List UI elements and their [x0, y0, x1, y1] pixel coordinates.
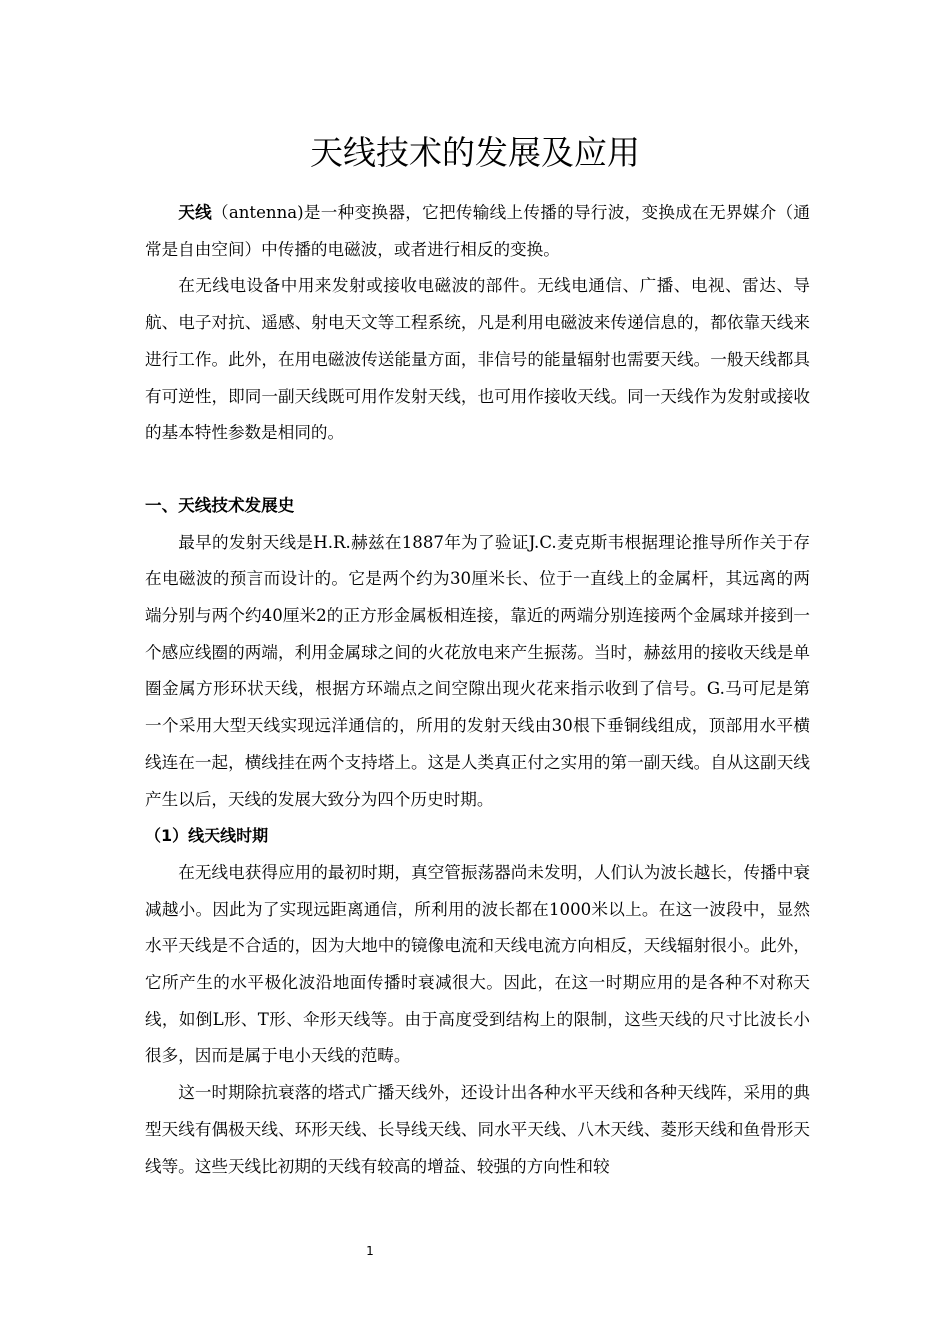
- history-paragraph-3: 这一时期除抗衰落的塔式广播天线外，还设计出各种水平天线和各种天线阵，采用的典型天线有偶极天线、环形天线、长导线天线、同水平天线、八木天线、菱形天线和鱼骨形天线等。这些天线比初期的天线有较高的增益、较强的方向性和较: [145, 1083, 810, 1176]
- subsection-heading: （1）线天线时期: [145, 826, 269, 846]
- intro-paragraph-1-text: （antenna)是一种变换器，它把传输线上传播的导行波，变换成在无界媒介（通常是自由空间）中传播的电磁波，或者进行相反的变换。: [145, 203, 811, 259]
- lead-term: 天线: [178, 203, 212, 222]
- history-paragraph-2: 在无线电获得应用的最初时期，真空管振荡器尚未发明，人们认为波长越长，传播中衰减越小。因此为了实现远距离通信，所利用的波长都在1000米以上。在这一波段中，显然水平天线是不合适的，因为大地中的镜像电流和天线电流方向相反，天线辐射很小。此外，它所产生的水平极化波沿地面传播时衰减很大。因此，在这一时期应用的是各种不对称天线，如倒L形、T形、伞形天线等。由于高度受到结构上的限制，这些天线的尺寸比波长小很多，因而是属于电小天线的范畴。: [145, 862, 810, 1066]
- document-body: [145, 195, 810, 1185]
- document-title: 天线技术的发展及应用: [310, 133, 640, 172]
- page-number: 1: [366, 1244, 374, 1258]
- intro-paragraph-2: 在无线电设备中用来发射或接收电磁波的部件。无线电通信、广播、电视、雷达、导航、电子对抗、遥感、射电天文等工程系统，凡是利用电磁波来传递信息的，都依靠天线来进行工作。此外，在用电磁波传送能量方面，非信号的能量辐射也需要天线。一般天线都具有可逆性，即同一副天线既可用作发射天线，也可用作接收天线。同一天线作为发射或接收的基本特性参数是相同的。: [145, 276, 810, 443]
- history-paragraph-1: 最早的发射天线是H.R.赫兹在1887年为了验证J.C.麦克斯韦根据理论推导所作关于存在电磁波的预言而设计的。它是两个约为30厘米长、位于一直线上的金属杆，其远离的两端分别与两个约40厘米2的正方形金属板相连接，靠近的两端分别连接两个金属球并接到一个感应线圈的两端，利用金属球之间的火花放电来产生振荡。当时，赫兹用的接收天线是单圈金属方形环状天线，根据方环端点之间空隙出现火花来指示收到了信号。G.马可尼是第一个采用大型天线实现远洋通信的，所用的发射天线由30根下垂铜线组成，顶部用水平横线连在一起，横线挂在两个支持塔上。这是人类真正付之实用的第一副天线。自从这副天线产生以后，天线的发展大致分为四个历史时期。: [145, 532, 810, 809]
- section-heading: 一、天线技术发展史: [145, 495, 295, 515]
- intro-paragraph-1: [145, 195, 810, 268]
